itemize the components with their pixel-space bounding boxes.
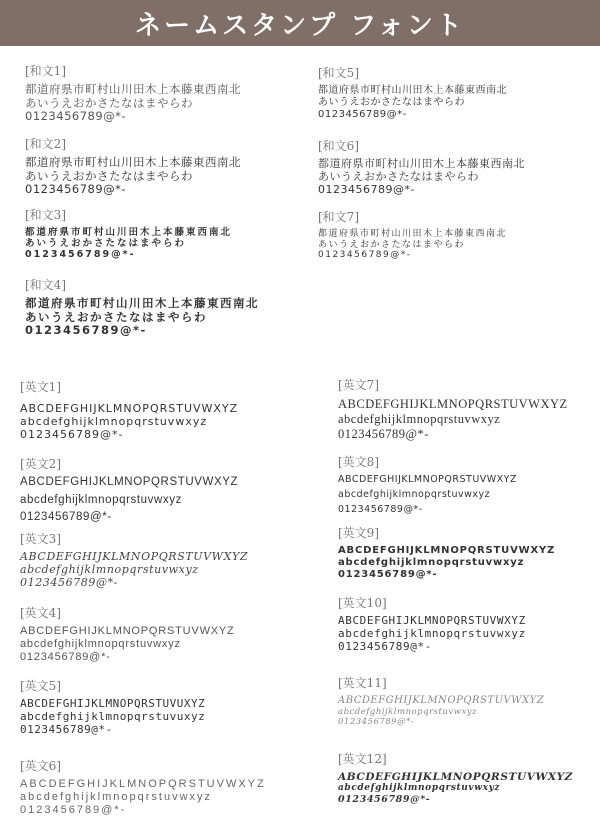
kana-sample-line: あいうえおかさたなはまやらわ (318, 169, 479, 183)
digit-sample-line: 0123456789@*- (25, 249, 136, 261)
font-sample-label: [英文12] (338, 752, 387, 766)
lowercase-sample-line: abcdefghijklmnopqrstuvwxyz (20, 790, 213, 803)
font-sample-label: [和文4] (25, 278, 66, 292)
uppercase-sample-line: ABCDEFGHIJKLMNOPQRSTUVWXYZ (338, 397, 568, 411)
font-sample-label: [和文3] (25, 208, 66, 222)
uppercase-sample-line: ABCDEFGHIJKLMNOPQRSTUVWXYZ (20, 625, 235, 637)
kanji-sample-line: 都道府県市町村山川田木上本藤東西南北 (25, 82, 241, 96)
uppercase-sample-line: ABCDEFGHIJKLMNOPQRSTUVWXYZ (338, 695, 545, 706)
kanji-sample-line: 都道府県市町村山川田木上本藤東西南北 (318, 85, 507, 96)
lowercase-sample-line: abcdefghijklmnopqrstuvwxyz (338, 411, 501, 426)
digit-sample-line: 0123456789@*- (318, 108, 407, 120)
font-sample-label: [和文6] (318, 139, 359, 153)
lowercase-sample-line: abcdefghijklmnopqrstuvwxyz (338, 706, 478, 717)
digit-sample-line: 0123456789@*- (20, 511, 112, 524)
font-sample-eibun-2 (20, 455, 238, 525)
digit-sample-line: 0123456789@*- (20, 650, 111, 663)
font-sample-label: [和文7] (318, 210, 359, 224)
kana-sample-line: あいうえおかさたなはまやらわ (318, 239, 466, 250)
font-sample-eibun-4 (20, 604, 235, 664)
font-sample-eibun-10 (338, 594, 526, 654)
kana-sample-line: あいうえおかさたなはまやらわ (318, 96, 465, 108)
uppercase-sample-line: ABCDEFGHIJKLMNOPQRSTUVWXYZ (338, 614, 526, 627)
font-sample-label: [英文2] (20, 457, 61, 471)
font-sample-wabun-4 (25, 276, 259, 338)
digit-sample-line: 0123456789@*- (20, 722, 113, 736)
font-sample-label: [和文5] (318, 66, 359, 80)
font-sample-label: [英文9] (338, 526, 379, 540)
lowercase-sample-line: abcdefghijklmnopqrstuvwxyz (20, 414, 208, 428)
digit-sample-line: 0123456789@*- (318, 182, 415, 196)
kanji-sample-line: 都道府県市町村山川田木上本藤東西南北 (318, 157, 525, 170)
lowercase-sample-line: abcdefghijklmnopqrstuvuxyz (20, 709, 206, 723)
digit-sample-line: 0123456789@*- (338, 504, 423, 516)
digit-sample-line: 0123456789@*- (338, 716, 415, 727)
font-sample-label: [英文7] (338, 378, 379, 392)
uppercase-sample-line: ABCDEFGHIJKLMNOPQRSTUVWXYZ (20, 476, 239, 488)
font-sample-label: [英文3] (20, 532, 61, 546)
lowercase-sample-line: abcdefghijklmnopqrstuvwxyz (338, 783, 501, 794)
lowercase-sample-line: abcdefghijklmnopqrstuvwxyz (20, 637, 181, 650)
font-sample-eibun-5 (20, 677, 205, 737)
uppercase-sample-line: ABCDEFGHIJKLMNOPQRSTUVWXYZ (20, 550, 249, 563)
lowercase-sample-line: abcdefghijklmnopqrstuvwxyz (20, 493, 182, 506)
font-sample-label: [英文1] (20, 380, 61, 394)
kana-sample-line: あいうえおかさたなはまやらわ (25, 168, 193, 183)
font-sample-eibun-1 (20, 378, 238, 442)
kanji-sample-line: 都道府県市町村山川田木上本藤東西南北 (318, 229, 508, 239)
uppercase-sample-line: ABCDEFGHIJKLMNOPQRSTUVUXYZ (20, 697, 206, 710)
font-sample-wabun-1 (25, 62, 241, 124)
font-sample-label: [和文1] (25, 64, 66, 78)
uppercase-sample-line: ABCDEFGHIJKLMNOPQRSTUVWXYZ (338, 545, 556, 556)
font-sample-eibun-11 (338, 674, 544, 727)
digit-sample-line: 0123456789@*- (318, 250, 412, 261)
kana-sample-line: あいうえおかさたなはまやらわ (25, 95, 193, 110)
font-sample-wabun-3 (25, 206, 232, 261)
digit-sample-line: 0123456789@*- (25, 323, 147, 338)
digit-sample-line: 0123456789@*- (20, 803, 127, 816)
font-sample-eibun-6 (20, 757, 266, 817)
digit-sample-line: 0123456789@*- (338, 793, 431, 805)
uppercase-sample-line: ABCDEFGHIJKLMNOPQRSTUVWXYZ (20, 402, 239, 415)
font-sample-label: [英文4] (20, 606, 61, 620)
kanji-sample-line: 都道府県市町村山川田木上本藤東西南北 (25, 227, 233, 238)
uppercase-sample-line: ABCDEFGHIJKLMNOPQRSTUVWXYZ (338, 771, 573, 783)
uppercase-sample-line: ABCDEFGHIJKLMNOPQRSTUVWXYZ (20, 778, 266, 790)
font-sample-eibun-8 (338, 453, 517, 516)
digit-sample-line: 0123456789@*- (20, 427, 124, 441)
font-sample-eibun-9 (338, 524, 555, 580)
font-sample-wabun-2 (25, 135, 241, 197)
digit-sample-line: 0123456789@*- (338, 639, 432, 653)
font-sample-label: [英文5] (20, 679, 61, 693)
lowercase-sample-line: abcdefghijklmnopqrstuvwxyz (338, 489, 491, 501)
kana-sample-line: あいうえおかさたなはまやらわ (25, 238, 187, 250)
header-banner (0, 0, 600, 46)
digit-sample-line: 0123456789@*- (338, 568, 438, 580)
font-sample-wabun-5 (318, 64, 507, 120)
digit-sample-line: 0123456789@*- (338, 426, 429, 441)
lowercase-sample-line: abcdefghijklmnopqrstuvwxyz (338, 556, 525, 568)
font-sample-label: [英文6] (20, 759, 61, 773)
page-title: ネームスタンプ フォント (135, 10, 465, 41)
font-sample-label: [英文10] (338, 596, 387, 610)
digit-sample-line: 0123456789@*- (25, 109, 127, 124)
digit-sample-line: 0123456789@*- (25, 182, 127, 197)
font-sample-wabun-7 (318, 208, 507, 261)
font-sample-eibun-7 (338, 376, 568, 441)
kanji-sample-line: 都道府県市町村山川田木上本藤東西南北 (25, 296, 259, 310)
lowercase-sample-line: abcdefghijklmnopqrstuvwxyz (338, 626, 526, 640)
digit-sample-line: 0123456789@*- (20, 575, 119, 589)
lowercase-sample-line: abcdefghijklmnopqrstuvwxyz (20, 562, 199, 576)
font-sample-label: [英文8] (338, 455, 379, 469)
font-sample-eibun-3 (20, 530, 248, 590)
font-sample-eibun-12 (338, 750, 573, 805)
font-sample-wabun-6 (318, 137, 525, 197)
kanji-sample-line: 都道府県市町村山川田木上本藤東西南北 (25, 155, 241, 169)
font-sample-label: [和文2] (25, 137, 66, 151)
uppercase-sample-line: ABCDEFGHIJKLMNOPQRSTUVWXYZ (338, 474, 517, 485)
font-sample-label: [英文11] (338, 676, 387, 690)
kana-sample-line: あいうえおかさたなはまやらわ (25, 309, 207, 324)
